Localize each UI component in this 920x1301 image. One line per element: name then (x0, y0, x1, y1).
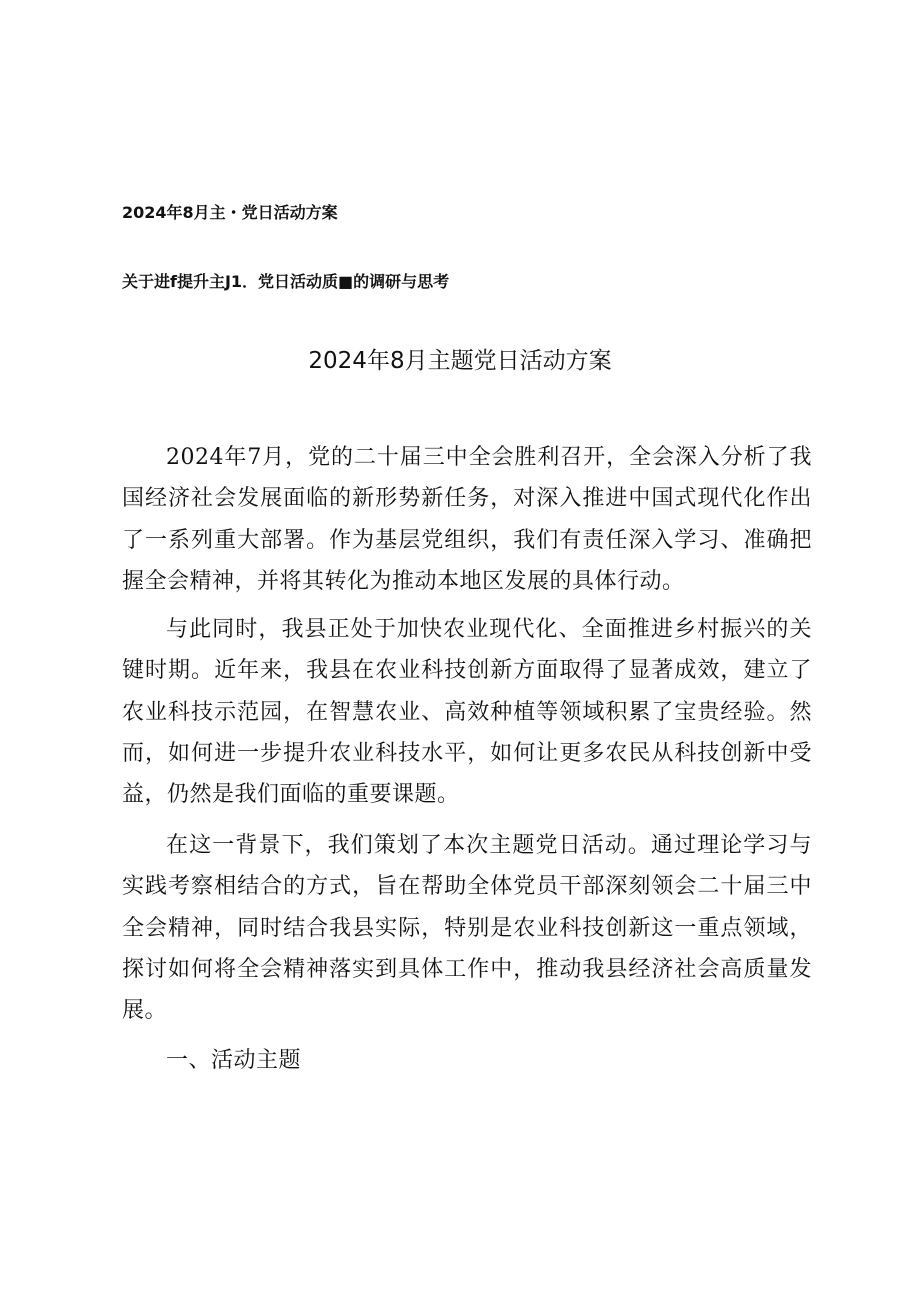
toc-entry-research: 关于进f提升主J1．党日活动质■的调研与思考 (122, 272, 450, 291)
paragraph-local-context: 与此同时，我县正处于加快农业现代化、全面推进乡村振兴的关键时期。近年来，我县在农业科技创新方面取得了显著成效，建立了农业科技示范园，在智慧农业、高效种植等领域积累了宝贵经验。然而，如何进一步提升农业科技水平，如何让更多农民从科技创新中受益，仍然是我们面临的重要课题。 (122, 617, 812, 808)
toc-entry-plan: 2024年8月主・党日活动方案 (122, 203, 338, 222)
document-title: 2024年8月主题党日活动方案 (308, 348, 612, 374)
section-heading-theme: 一、活动主题 (166, 1048, 302, 1073)
paragraph-background: 2024年7月，党的二十届三中全会胜利召开，全会深入分析了我国经济社会发展面临的新形势新任务，对深入推进中国式现代化作出了一系列重大部署。作为基层党组织，我们有责任深入学习、准确把握全会精神，并将其转化为推动本地区发展的具体行动。 (122, 445, 812, 594)
paragraph-purpose: 在这一背景下，我们策划了本次主题党日活动。通过理论学习与实践考察相结合的方式，旨在帮助全体党员干部深刻领会二十届三中全会精神，同时结合我县实际，特别是农业科技创新这一重点领域，探讨如何将全会精神落实到具体工作中，推动我县经济社会高质量发展。 (122, 833, 812, 1024)
